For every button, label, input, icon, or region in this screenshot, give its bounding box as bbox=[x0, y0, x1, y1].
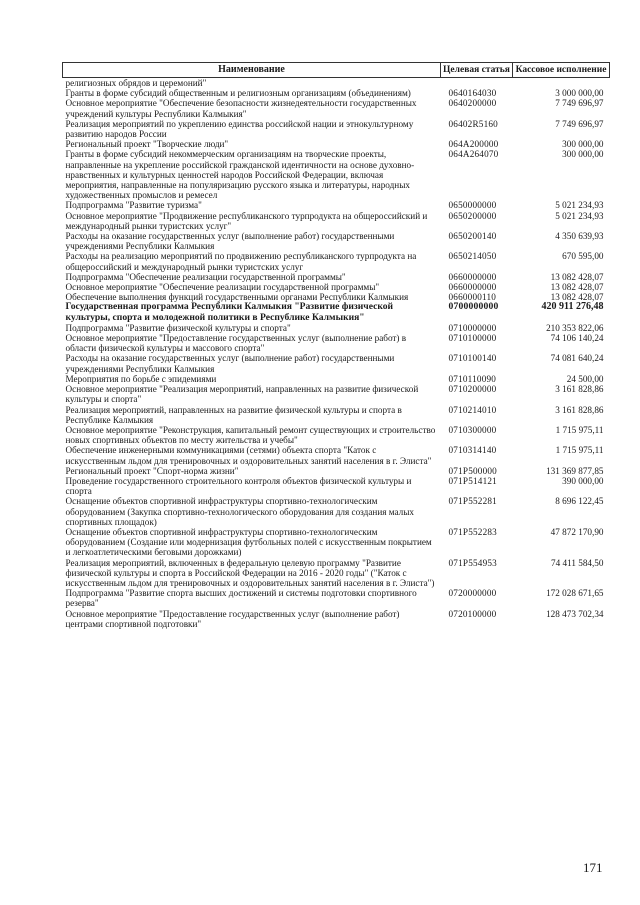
row-code-cell: 071P500000 bbox=[448, 465, 497, 476]
row-amount-cell: 3 000 000,00 bbox=[555, 88, 604, 99]
row-name-cell: Основное мероприятие "Предоставление государственных услуг (выполнение работ) в области физической культуры и массового спорта" bbox=[65, 333, 407, 354]
row-name-cell: Проведение государственного строительного контроля объектов физической культуры и спорта bbox=[65, 475, 412, 497]
table-body bbox=[63, 78, 610, 629]
row-amount-cell: 13 082 428,07 bbox=[550, 282, 604, 293]
row-amount-cell: 13 082 428,07 bbox=[550, 292, 604, 303]
table-row bbox=[63, 272, 610, 282]
table-row bbox=[63, 251, 610, 271]
row-amount-cell: 390 000,00 bbox=[562, 475, 604, 486]
row-name-cell: Подпрограмма "Развитие физической культуры и спорта" bbox=[65, 322, 291, 333]
row-amount-cell: 74 106 140,24 bbox=[550, 333, 604, 344]
row-code-cell: 0710314140 bbox=[448, 445, 497, 456]
row-amount-cell bbox=[513, 78, 610, 89]
row-name-cell: Региональный проект "Творческие люди" bbox=[65, 139, 229, 150]
header-name: Наименование bbox=[63, 63, 441, 78]
table-row bbox=[63, 527, 610, 558]
table-row bbox=[63, 374, 610, 384]
header-target-article: Целевая статья bbox=[441, 63, 513, 78]
table-header-row bbox=[63, 63, 610, 78]
row-amount-cell: 4 350 639,93 bbox=[555, 231, 604, 242]
row-name-cell: Основное мероприятие "Обеспечение безопасности жизнедеятельности государственных учреждений культуры Республики Калмыкия" bbox=[65, 98, 417, 119]
row-code-cell: 0710200000 bbox=[448, 384, 497, 395]
row-amount-cell: 420 911 276,48 bbox=[541, 301, 604, 313]
row-name-cell: Расходы на оказание государственных услуг (выполнение работ) государственными учреждениями Республики Калмыкия bbox=[65, 353, 395, 374]
row-amount-cell: 3 161 828,86 bbox=[555, 384, 604, 395]
row-amount-cell: 1 715 975,11 bbox=[555, 445, 604, 456]
row-code-cell: 0700000000 bbox=[448, 301, 499, 313]
row-code-cell: 0650000000 bbox=[448, 200, 497, 211]
row-name-cell: Основное мероприятие "Реконструкция, капитальный ремонт существующих и строительство новых спортивных объектов по месту жительства и учебы" bbox=[65, 424, 436, 446]
table-row bbox=[63, 425, 610, 445]
row-code-cell: 0660000000 bbox=[448, 282, 497, 293]
row-name-cell: Реализация мероприятий по укреплению единства российской нации и этнокультурному развитию народов России bbox=[65, 118, 414, 140]
table-row bbox=[63, 476, 610, 496]
row-amount-cell: 47 872 170,90 bbox=[550, 526, 604, 537]
budget-table bbox=[62, 62, 610, 629]
row-name-cell: Мероприятия по борьбе с эпидемиями bbox=[65, 373, 217, 384]
row-code-cell bbox=[441, 78, 513, 89]
row-code-cell: 0710100140 bbox=[448, 353, 497, 364]
table-row bbox=[63, 405, 610, 425]
row-name-cell: Гранты в форме субсидий некоммерческим организациям на творческие проекты, направленные на укрепление российской гражданской идентичности на основе духовно-нравственных и культурных ценностей народов Российской Федерации, включая мероприятия, направленные на популяризацию русского языка и литературы, народных художественных промыслов и ремесел bbox=[65, 149, 415, 201]
table-row bbox=[63, 98, 610, 118]
row-code-cell: 071P514121 bbox=[448, 475, 497, 486]
row-name-cell: Реализация мероприятий, включенных в федеральную целевую программу "Развитие физической культуры и спорта в Российской Федерации на 2016 - 2020 годы" ("Каток с искусственным льдом для тренировочных и оздоровительных занятий населения в г. Элиста") bbox=[65, 557, 435, 588]
row-amount-cell: 670 595,00 bbox=[562, 251, 604, 262]
row-code-cell: 0640200000 bbox=[448, 98, 497, 109]
row-code-cell: 071P552281 bbox=[448, 496, 497, 507]
row-name-cell: Расходы на оказание государственных услуг (выполнение работ) государственными учреждениями Республики Калмыкия bbox=[65, 231, 395, 252]
table-row bbox=[63, 302, 610, 322]
row-name-cell: Гранты в форме субсидий общественным и религиозным организациям (объединениям) bbox=[65, 88, 411, 99]
row-code-cell: 0710000000 bbox=[448, 322, 497, 333]
row-amount-cell: 131 369 877,85 bbox=[546, 465, 604, 476]
row-name-cell: Обеспечение инженерными коммуникациями (сетями) объекта спорта "Каток с искусственным льдом для тренировочных и оздоровительных занятий населения в г. Элиста" bbox=[65, 445, 432, 466]
row-code-cell: 064A264070 bbox=[448, 149, 499, 160]
row-amount-cell: 210 353 822,06 bbox=[546, 322, 604, 333]
row-code-cell: 0650214050 bbox=[448, 251, 497, 262]
row-amount-cell: 300 000,00 bbox=[562, 149, 604, 160]
row-name-cell: Подпрограмма "Развитие спорта высших достижений и системы подготовки спортивного резерва" bbox=[65, 588, 417, 609]
row-name-cell: Подпрограмма "Развитие туризма" bbox=[65, 200, 202, 211]
row-name-cell: религиозных обрядов и церемоний" bbox=[65, 78, 207, 88]
row-amount-cell: 3 161 828,86 bbox=[555, 404, 604, 415]
row-name-cell: Основное мероприятие "Продвижение республиканского турпродукта на общероссийский и международный рынки туристских услуг" bbox=[65, 210, 428, 231]
row-name-cell: Оснащение объектов спортивной инфраструктуры спортивно-технологическим оборудованием (Создание или модернизация футбольных полей с искусственным покрытием и легкоатлетическими беговыми дорожками) bbox=[65, 526, 432, 558]
row-name-cell: Реализация мероприятий, направленных на развитие физической культуры и спорта в Республике Калмыкия bbox=[65, 404, 402, 425]
budget-table-container bbox=[62, 62, 609, 629]
row-code-cell: 0720100000 bbox=[448, 608, 497, 619]
row-name-cell: Региональный проект "Спорт-норма жизни" bbox=[65, 465, 239, 476]
row-amount-cell: 128 473 702,34 bbox=[546, 608, 604, 619]
header-cash-execution: Кассовое исполнение bbox=[513, 63, 610, 78]
table-row bbox=[63, 282, 610, 292]
table-row bbox=[63, 333, 610, 353]
row-code-cell: 0660000110 bbox=[448, 292, 497, 303]
table-row bbox=[63, 119, 610, 139]
row-name-cell: Оснащение объектов спортивной инфраструктуры спортивно-технологическим оборудованием (Закупка спортивно-технологического оборудования для создания малых спортивных площадок) bbox=[65, 496, 415, 527]
row-amount-cell: 13 082 428,07 bbox=[550, 271, 604, 282]
table-row bbox=[63, 231, 610, 251]
row-code-cell: 0710300000 bbox=[448, 424, 497, 435]
row-amount-cell: 300 000,00 bbox=[562, 139, 604, 150]
row-amount-cell: 74 081 640,24 bbox=[550, 353, 604, 364]
row-amount-cell: 8 696 122,45 bbox=[555, 496, 604, 507]
table-row bbox=[63, 149, 610, 200]
table-row bbox=[63, 323, 610, 333]
table-row bbox=[63, 200, 610, 210]
table-row bbox=[63, 445, 610, 465]
row-amount-cell: 5 021 234,93 bbox=[555, 200, 604, 211]
row-code-cell: 071P552283 bbox=[448, 526, 497, 537]
row-code-cell: 0720000000 bbox=[448, 588, 497, 599]
row-amount-cell: 24 500,00 bbox=[566, 373, 604, 384]
row-code-cell: 0660000000 bbox=[448, 271, 497, 282]
row-amount-cell: 1 715 975,11 bbox=[555, 424, 604, 435]
table-row bbox=[63, 588, 610, 608]
row-amount-cell: 172 028 671,65 bbox=[546, 588, 604, 599]
row-name-cell: Расходы на реализацию мероприятий по продвижению республиканского турпродукта на общероссийский и международный рынки туристских услуг bbox=[65, 251, 417, 272]
table-row bbox=[63, 496, 610, 527]
row-code-cell: 0710100000 bbox=[448, 333, 497, 344]
row-code-cell: 064A200000 bbox=[448, 139, 499, 150]
row-amount-cell: 74 411 584,50 bbox=[551, 557, 604, 568]
table-row bbox=[63, 609, 610, 629]
row-code-cell: 071P554953 bbox=[448, 557, 497, 568]
table-row bbox=[63, 558, 610, 589]
row-amount-cell: 7 749 696,97 bbox=[555, 118, 604, 129]
row-amount-cell: 5 021 234,93 bbox=[555, 210, 604, 221]
table-row bbox=[63, 78, 610, 89]
table-row bbox=[63, 139, 610, 149]
row-code-cell: 0710110090 bbox=[448, 373, 497, 384]
row-name-cell: Основное мероприятие "Предоставление государственных услуг (выполнение работ) центрами спортивной подготовки" bbox=[65, 608, 400, 629]
row-code-cell: 0650200000 bbox=[448, 210, 497, 221]
row-amount-cell: 7 749 696,97 bbox=[555, 98, 604, 109]
row-code-cell: 0640164030 bbox=[448, 88, 497, 99]
table-row bbox=[63, 353, 610, 373]
row-code-cell: 06402R5160 bbox=[448, 118, 498, 129]
table-row bbox=[63, 88, 610, 98]
row-name-cell: Обеспечение выполнения функций государственными органами Республики Калмыкия bbox=[65, 292, 409, 303]
row-name-cell: Основное мероприятие "Обеспечение реализации государственной программы" bbox=[65, 282, 380, 293]
row-name-cell: Основное мероприятие "Реализация мероприятий, направленных на развитие физической культуры и спорта" bbox=[65, 384, 419, 405]
table-row bbox=[63, 466, 610, 476]
row-name-cell: Государственная программа Республики Калмыкия "Развитие физической культуры, спорта и молодежной политики в Республике Калмыкия" bbox=[65, 301, 394, 323]
row-name-cell: Подпрограмма "Обеспечение реализации государственной программы" bbox=[65, 271, 346, 282]
table-row bbox=[63, 211, 610, 231]
row-code-cell: 0710214010 bbox=[448, 404, 497, 415]
page-number: 171 bbox=[583, 860, 603, 875]
row-code-cell: 0650200140 bbox=[448, 231, 497, 242]
table-row bbox=[63, 384, 610, 404]
